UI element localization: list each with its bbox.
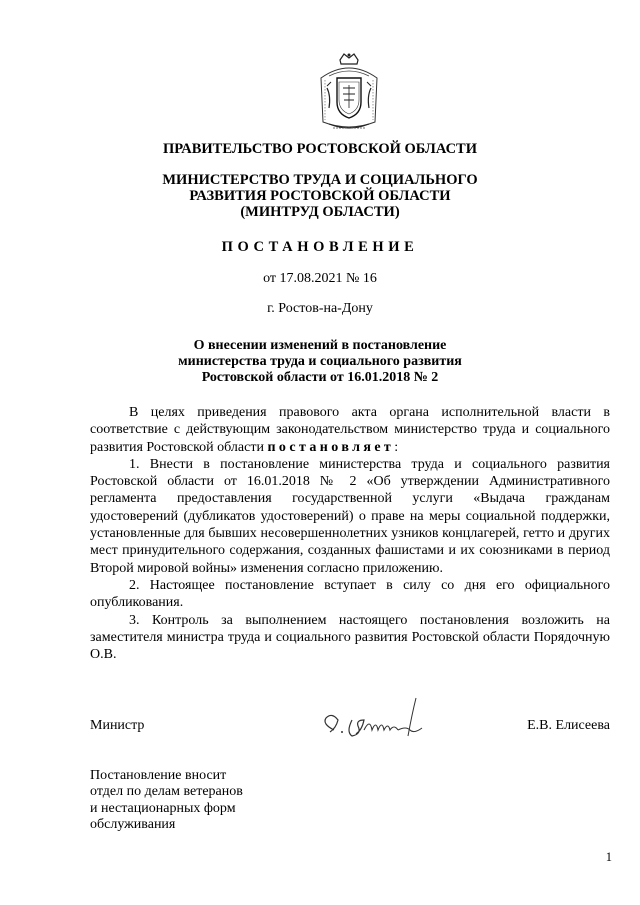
document-date-number: от 17.08.2021 № 16	[263, 271, 377, 286]
document-subject	[0, 338, 640, 386]
intro-colon: :	[394, 439, 399, 455]
ministry-title-line: РАЗВИТИЯ РОСТОВСКОЙ ОБЛАСТИ	[189, 188, 451, 204]
document-body	[90, 404, 610, 663]
signatory-position: Министр	[90, 718, 145, 733]
signatory-name: Е.В. Елисеева	[527, 718, 610, 733]
intro-text: В целях приведения правового акта органа исполнительной власти в соответствие с действующим законодательством министерство труда и социального развития Ростовской области	[90, 405, 610, 455]
subject-line: министерства труда и социального развития	[178, 354, 462, 369]
handwritten-signature-icon	[312, 690, 428, 752]
government-title: ПРАВИТЕЛЬСТВО РОСТОВСКОЙ ОБЛАСТИ	[162, 141, 477, 157]
ministry-title	[0, 172, 640, 220]
submitter-note-line: отдел по делам ветеранов	[90, 784, 243, 800]
page-number: 1	[605, 850, 612, 864]
item-2-paragraph: 2. Настоящее постановление вступает в силу со дня его официального опубликования.	[90, 577, 610, 611]
ministry-title-line: МИНИСТЕРСТВО ТРУДА И СОЦИАЛЬНОГО	[162, 172, 478, 188]
submitter-note-line: Постановление вносит	[90, 768, 227, 783]
ministry-title-line: (МИНТРУД ОБЛАСТИ)	[240, 204, 400, 220]
submitter-note-line: и нестационарных форм	[90, 800, 236, 816]
decree-keyword: постановляет	[267, 439, 395, 455]
document-type: ПОСТАНОВЛЕНИЕ	[221, 239, 419, 255]
intro-paragraph	[90, 404, 610, 456]
subject-line: Ростовской области от 16.01.2018 № 2	[201, 370, 439, 385]
item-3-paragraph: 3. Контроль за выполнением настоящего постановления возложить на заместителя министра труда и социального развития Ростовской области Порядочную О.В.	[90, 612, 610, 663]
document-city: г. Ростов-на-Дону	[267, 301, 373, 316]
submitter-note-line: обслуживания	[90, 817, 176, 833]
submitter-note	[90, 768, 243, 834]
subject-line: О внесении изменений в постановление	[193, 338, 447, 353]
coat-of-arms-icon	[313, 52, 385, 136]
item-1-paragraph: 1. Внести в постановление министерства труда и социального развития Ростовской области от 16.01.2018 № 2 «Об утверждении Административного регламента предоставления государственной услуги «Выдача гражданам удостоверений (дубликатов удостоверений) о праве на меры социальной поддержки, установленные для бывших несовершеннолетних узников концлагерей, гетто и других мест принудительного содержания, созданных фашистами и их союзниками в период Второй мировой войны» изменения согласно приложению.	[90, 456, 610, 576]
